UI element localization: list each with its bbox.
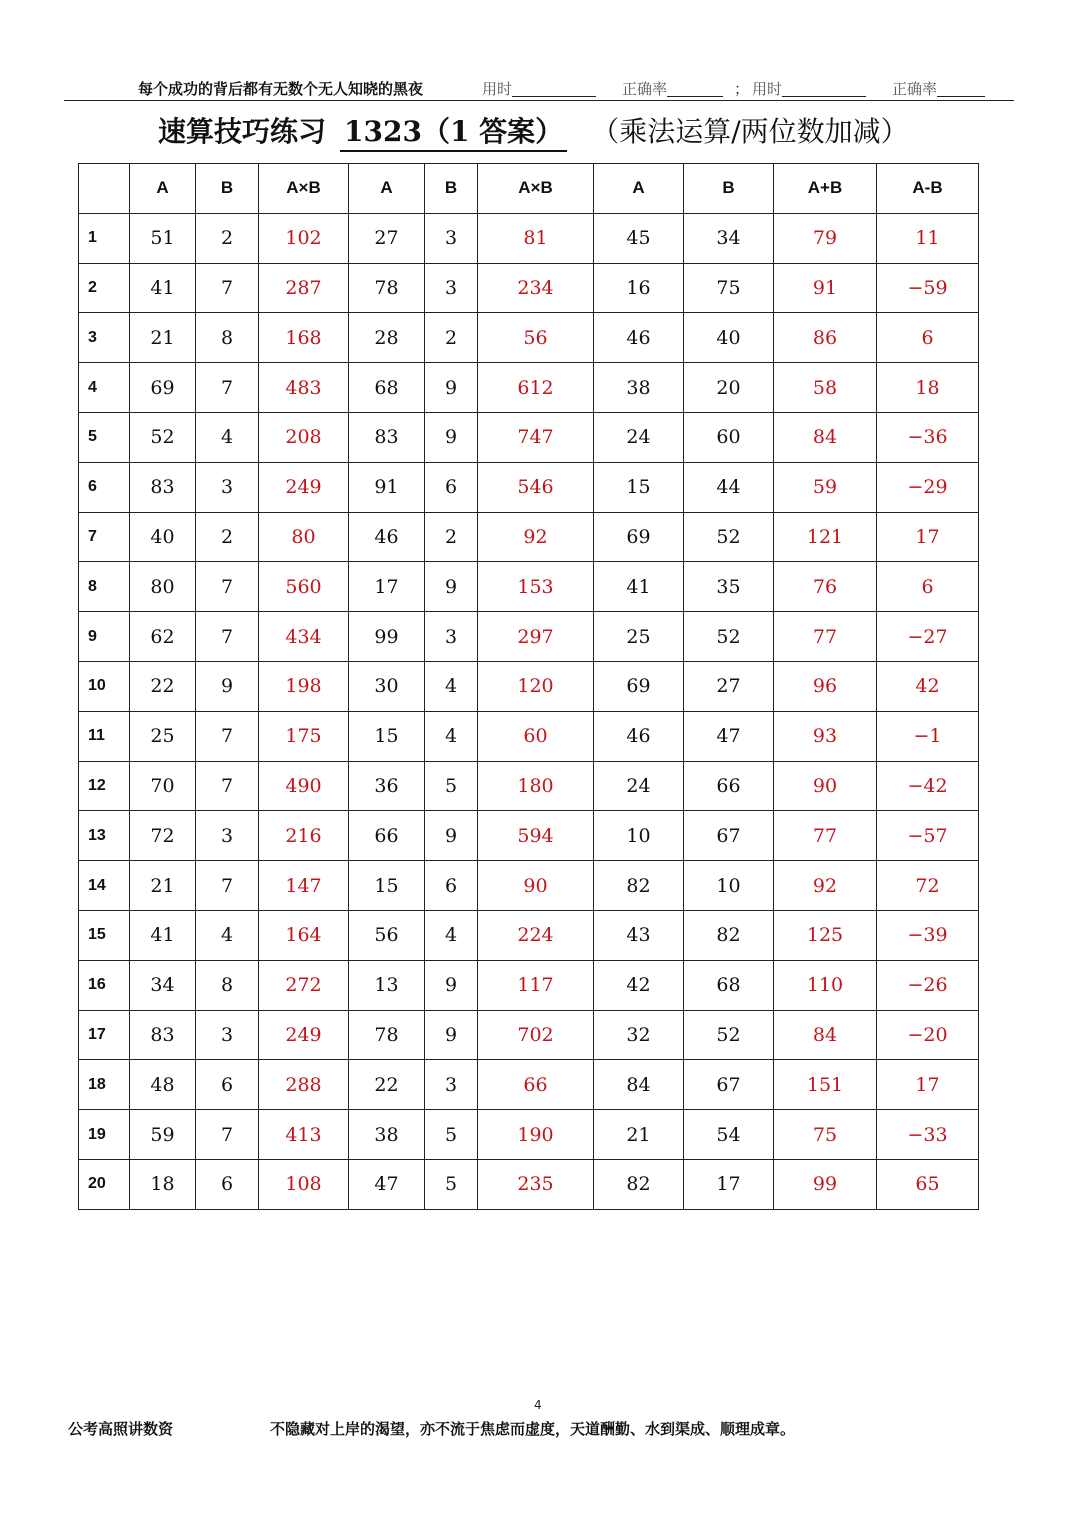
row-index: 8 — [79, 562, 130, 612]
page-header — [64, 72, 1014, 101]
operand-cell: 4 — [196, 412, 259, 462]
operand-cell: 3 — [425, 213, 478, 263]
answer-cell: 6 — [877, 562, 979, 612]
operand-cell: 8 — [196, 313, 259, 363]
answer-cell: 224 — [478, 910, 594, 960]
operand-cell: 3 — [196, 811, 259, 861]
operand-cell: 82 — [684, 910, 774, 960]
row-index: 7 — [79, 512, 130, 562]
operand-cell: 28 — [349, 313, 425, 363]
answer-cell: 79 — [774, 213, 877, 263]
header-cell: B — [425, 164, 478, 214]
table-row — [79, 910, 979, 960]
table-row — [79, 363, 979, 413]
operand-cell: 40 — [130, 512, 196, 562]
answer-cell: 287 — [259, 263, 349, 313]
operand-cell: 7 — [196, 363, 259, 413]
operand-cell: 52 — [684, 612, 774, 662]
answer-cell: 164 — [259, 910, 349, 960]
accuracy-blank-1[interactable] — [667, 84, 723, 97]
table-row — [79, 512, 979, 562]
operand-cell: 2 — [425, 512, 478, 562]
operand-cell: 2 — [196, 512, 259, 562]
operand-cell: 45 — [594, 213, 684, 263]
answer-cell: 198 — [259, 661, 349, 711]
operand-cell: 18 — [130, 1159, 196, 1209]
row-index: 2 — [79, 263, 130, 313]
practice-table — [78, 163, 979, 1210]
answer-cell: −29 — [877, 462, 979, 512]
answer-cell: 612 — [478, 363, 594, 413]
operand-cell: 54 — [684, 1110, 774, 1160]
answer-cell: 490 — [259, 761, 349, 811]
header-cell: A×B — [478, 164, 594, 214]
answer-cell: 84 — [774, 1010, 877, 1060]
answer-cell: 235 — [478, 1159, 594, 1209]
header-separator: ； — [734, 80, 750, 98]
operand-cell: 24 — [594, 761, 684, 811]
header-cell-index — [79, 164, 130, 214]
operand-cell: 78 — [349, 263, 425, 313]
operand-cell: 16 — [594, 263, 684, 313]
operand-cell: 5 — [425, 1110, 478, 1160]
answer-cell: −42 — [877, 761, 979, 811]
answer-cell: 702 — [478, 1010, 594, 1060]
table-row — [79, 1159, 979, 1209]
header-cell: A+B — [774, 164, 877, 214]
operand-cell: 3 — [425, 263, 478, 313]
operand-cell: 69 — [594, 512, 684, 562]
answer-cell: 66 — [478, 1060, 594, 1110]
header-cell: A-B — [877, 164, 979, 214]
accuracy-field-1 — [622, 78, 723, 99]
operand-cell: 24 — [594, 412, 684, 462]
table-row — [79, 1110, 979, 1160]
operand-cell: 21 — [594, 1110, 684, 1160]
operand-cell: 66 — [684, 761, 774, 811]
operand-cell: 5 — [425, 1159, 478, 1209]
operand-cell: 38 — [594, 363, 684, 413]
operand-cell: 15 — [594, 462, 684, 512]
row-index: 12 — [79, 761, 130, 811]
table-row — [79, 213, 979, 263]
operand-cell: 21 — [130, 313, 196, 363]
answer-cell: 190 — [478, 1110, 594, 1160]
row-index: 9 — [79, 612, 130, 662]
answer-cell: 17 — [877, 1060, 979, 1110]
operand-cell: 17 — [349, 562, 425, 612]
operand-cell: 46 — [594, 711, 684, 761]
accuracy-label-2: 正确率 — [892, 80, 938, 98]
answer-cell: 747 — [478, 412, 594, 462]
answer-cell: −33 — [877, 1110, 979, 1160]
table-body — [79, 213, 979, 1209]
operand-cell: 30 — [349, 661, 425, 711]
answer-cell: 56 — [478, 313, 594, 363]
operand-cell: 36 — [349, 761, 425, 811]
operand-cell: 2 — [196, 213, 259, 263]
answer-cell: 58 — [774, 363, 877, 413]
answer-cell: 59 — [774, 462, 877, 512]
answer-cell: 90 — [774, 761, 877, 811]
answer-cell: 594 — [478, 811, 594, 861]
answer-cell: 6 — [877, 313, 979, 363]
operand-cell: 15 — [349, 711, 425, 761]
operand-cell: 52 — [684, 512, 774, 562]
operand-cell: 7 — [196, 711, 259, 761]
table-row — [79, 960, 979, 1010]
row-index: 15 — [79, 910, 130, 960]
page-title — [158, 110, 909, 154]
operand-cell: 3 — [196, 462, 259, 512]
time-label-2: 用时 — [752, 80, 783, 98]
answer-cell: −57 — [877, 811, 979, 861]
answer-cell: 546 — [478, 462, 594, 512]
operand-cell: 3 — [196, 1010, 259, 1060]
row-index: 5 — [79, 412, 130, 462]
operand-cell: 9 — [425, 363, 478, 413]
answer-cell: 120 — [478, 661, 594, 711]
answer-cell: 96 — [774, 661, 877, 711]
answer-cell: 84 — [774, 412, 877, 462]
answer-cell: 121 — [774, 512, 877, 562]
operand-cell: 46 — [594, 313, 684, 363]
operand-cell: 9 — [425, 960, 478, 1010]
answer-cell: 168 — [259, 313, 349, 363]
answer-cell: 560 — [259, 562, 349, 612]
row-index: 10 — [79, 661, 130, 711]
operand-cell: 67 — [684, 1060, 774, 1110]
operand-cell: 34 — [684, 213, 774, 263]
answer-cell: 75 — [774, 1110, 877, 1160]
answer-cell: 86 — [774, 313, 877, 363]
operand-cell: 56 — [349, 910, 425, 960]
row-index: 18 — [79, 1060, 130, 1110]
answer-cell: 180 — [478, 761, 594, 811]
row-index: 11 — [79, 711, 130, 761]
answer-cell: 77 — [774, 612, 877, 662]
table-row — [79, 711, 979, 761]
operand-cell: 83 — [130, 1010, 196, 1060]
operand-cell: 27 — [349, 213, 425, 263]
operand-cell: 47 — [349, 1159, 425, 1209]
operand-cell: 62 — [130, 612, 196, 662]
time-label-1: 用时 — [482, 80, 513, 98]
header-cell: A×B — [259, 164, 349, 214]
answer-cell: −36 — [877, 412, 979, 462]
table-row — [79, 612, 979, 662]
answer-cell: 81 — [478, 213, 594, 263]
operand-cell: 34 — [130, 960, 196, 1010]
operand-cell: 7 — [196, 1110, 259, 1160]
footer-left: 公考高照讲数资 — [68, 1420, 174, 1438]
row-index: 3 — [79, 313, 130, 363]
operand-cell: 68 — [684, 960, 774, 1010]
answer-cell: 297 — [478, 612, 594, 662]
operand-cell: 67 — [684, 811, 774, 861]
answer-cell: 234 — [478, 263, 594, 313]
accuracy-label-1: 正确率 — [622, 80, 668, 98]
title-code: 1323（1 答案） — [340, 110, 567, 152]
operand-cell: 41 — [130, 263, 196, 313]
header-cell: B — [196, 164, 259, 214]
title-subtitle: （乘法运算/两位数加减） — [591, 115, 909, 148]
answer-cell: 208 — [259, 412, 349, 462]
operand-cell: 40 — [684, 313, 774, 363]
answer-cell: 18 — [877, 363, 979, 413]
header-motto: 每个成功的背后都有无数个无人知晓的黑夜 — [138, 80, 424, 98]
operand-cell: 4 — [425, 910, 478, 960]
operand-cell: 41 — [594, 562, 684, 612]
operand-cell: 51 — [130, 213, 196, 263]
answer-cell: 249 — [259, 1010, 349, 1060]
table-row — [79, 412, 979, 462]
table-row — [79, 811, 979, 861]
footer-right: 不隐藏对上岸的渴望，亦不流于焦虑而虚度，天道酬勤、水到渠成、顺理成章。 — [270, 1420, 796, 1438]
operand-cell: 22 — [349, 1060, 425, 1110]
operand-cell: 3 — [425, 1060, 478, 1110]
operand-cell: 46 — [349, 512, 425, 562]
answer-cell: 76 — [774, 562, 877, 612]
operand-cell: 7 — [196, 861, 259, 911]
operand-cell: 2 — [425, 313, 478, 363]
row-index: 6 — [79, 462, 130, 512]
title-main: 速算技巧练习 — [158, 115, 327, 148]
operand-cell: 44 — [684, 462, 774, 512]
time-blank-2[interactable] — [782, 84, 866, 97]
answer-cell: −39 — [877, 910, 979, 960]
answer-cell: −27 — [877, 612, 979, 662]
answer-cell: 92 — [774, 861, 877, 911]
row-index: 20 — [79, 1159, 130, 1209]
accuracy-blank-2[interactable] — [937, 84, 985, 97]
operand-cell: 6 — [425, 861, 478, 911]
operand-cell: 66 — [349, 811, 425, 861]
operand-cell: 68 — [349, 363, 425, 413]
answer-cell: 17 — [877, 512, 979, 562]
table-row — [79, 861, 979, 911]
answer-cell: 77 — [774, 811, 877, 861]
operand-cell: 32 — [594, 1010, 684, 1060]
operand-cell: 52 — [684, 1010, 774, 1060]
row-index: 1 — [79, 213, 130, 263]
accuracy-field-2 — [892, 78, 985, 99]
operand-cell: 70 — [130, 761, 196, 811]
answer-cell: −20 — [877, 1010, 979, 1060]
answer-cell: 288 — [259, 1060, 349, 1110]
operand-cell: 9 — [425, 811, 478, 861]
answer-cell: 102 — [259, 213, 349, 263]
answer-cell: −1 — [877, 711, 979, 761]
operand-cell: 78 — [349, 1010, 425, 1060]
operand-cell: 80 — [130, 562, 196, 612]
answer-cell: 92 — [478, 512, 594, 562]
operand-cell: 69 — [594, 661, 684, 711]
answer-cell: 175 — [259, 711, 349, 761]
operand-cell: 5 — [425, 761, 478, 811]
row-index: 14 — [79, 861, 130, 911]
table-header-row — [79, 164, 979, 214]
operand-cell: 6 — [196, 1159, 259, 1209]
operand-cell: 91 — [349, 462, 425, 512]
operand-cell: 7 — [196, 612, 259, 662]
header-cell: A — [130, 164, 196, 214]
answer-cell: −26 — [877, 960, 979, 1010]
operand-cell: 35 — [684, 562, 774, 612]
operand-cell: 75 — [684, 263, 774, 313]
answer-cell: 117 — [478, 960, 594, 1010]
time-field-2 — [752, 78, 866, 99]
row-index: 19 — [79, 1110, 130, 1160]
row-index: 4 — [79, 363, 130, 413]
answer-cell: 65 — [877, 1159, 979, 1209]
time-blank-1[interactable] — [512, 84, 596, 97]
answer-cell: 72 — [877, 861, 979, 911]
answer-cell: 249 — [259, 462, 349, 512]
answer-cell: 147 — [259, 861, 349, 911]
answer-cell: 42 — [877, 661, 979, 711]
answer-cell: 90 — [478, 861, 594, 911]
operand-cell: 52 — [130, 412, 196, 462]
table-row — [79, 313, 979, 363]
answer-cell: 272 — [259, 960, 349, 1010]
operand-cell: 84 — [594, 1060, 684, 1110]
operand-cell: 25 — [130, 711, 196, 761]
operand-cell: 4 — [425, 711, 478, 761]
operand-cell: 59 — [130, 1110, 196, 1160]
row-index: 13 — [79, 811, 130, 861]
operand-cell: 7 — [196, 263, 259, 313]
table-row — [79, 562, 979, 612]
operand-cell: 83 — [130, 462, 196, 512]
answer-cell: 483 — [259, 363, 349, 413]
header-cell: A — [349, 164, 425, 214]
operand-cell: 7 — [196, 562, 259, 612]
table-row — [79, 661, 979, 711]
row-index: 16 — [79, 960, 130, 1010]
time-field-1 — [482, 78, 596, 99]
page-number: 4 — [534, 1398, 542, 1412]
operand-cell: 48 — [130, 1060, 196, 1110]
answer-cell: 216 — [259, 811, 349, 861]
answer-cell: 110 — [774, 960, 877, 1010]
table-row — [79, 263, 979, 313]
header-cell: B — [684, 164, 774, 214]
answer-cell: 434 — [259, 612, 349, 662]
table-row — [79, 761, 979, 811]
operand-cell: 10 — [684, 861, 774, 911]
header-cell: A — [594, 164, 684, 214]
answer-cell: 80 — [259, 512, 349, 562]
operand-cell: 99 — [349, 612, 425, 662]
operand-cell: 9 — [425, 1010, 478, 1060]
answer-cell: 151 — [774, 1060, 877, 1110]
operand-cell: 43 — [594, 910, 684, 960]
operand-cell: 21 — [130, 861, 196, 911]
operand-cell: 72 — [130, 811, 196, 861]
answer-cell: 413 — [259, 1110, 349, 1160]
operand-cell: 82 — [594, 1159, 684, 1209]
operand-cell: 6 — [425, 462, 478, 512]
operand-cell: 82 — [594, 861, 684, 911]
row-index: 17 — [79, 1010, 130, 1060]
operand-cell: 17 — [684, 1159, 774, 1209]
answer-cell: 93 — [774, 711, 877, 761]
operand-cell: 6 — [196, 1060, 259, 1110]
operand-cell: 41 — [130, 910, 196, 960]
operand-cell: 8 — [196, 960, 259, 1010]
operand-cell: 7 — [196, 761, 259, 811]
operand-cell: 4 — [425, 661, 478, 711]
operand-cell: 20 — [684, 363, 774, 413]
operand-cell: 38 — [349, 1110, 425, 1160]
operand-cell: 9 — [425, 412, 478, 462]
table-row — [79, 1060, 979, 1110]
operand-cell: 4 — [196, 910, 259, 960]
answer-cell: 125 — [774, 910, 877, 960]
answer-cell: 153 — [478, 562, 594, 612]
operand-cell: 25 — [594, 612, 684, 662]
answer-cell: 11 — [877, 213, 979, 263]
operand-cell: 27 — [684, 661, 774, 711]
operand-cell: 10 — [594, 811, 684, 861]
operand-cell: 15 — [349, 861, 425, 911]
operand-cell: 60 — [684, 412, 774, 462]
operand-cell: 9 — [425, 562, 478, 612]
operand-cell: 22 — [130, 661, 196, 711]
table-row — [79, 462, 979, 512]
answer-cell: 99 — [774, 1159, 877, 1209]
operand-cell: 3 — [425, 612, 478, 662]
operand-cell: 9 — [196, 661, 259, 711]
answer-cell: −59 — [877, 263, 979, 313]
answer-cell: 91 — [774, 263, 877, 313]
operand-cell: 83 — [349, 412, 425, 462]
table-row — [79, 1010, 979, 1060]
operand-cell: 13 — [349, 960, 425, 1010]
answer-cell: 60 — [478, 711, 594, 761]
answer-cell: 108 — [259, 1159, 349, 1209]
operand-cell: 42 — [594, 960, 684, 1010]
operand-cell: 47 — [684, 711, 774, 761]
operand-cell: 69 — [130, 363, 196, 413]
